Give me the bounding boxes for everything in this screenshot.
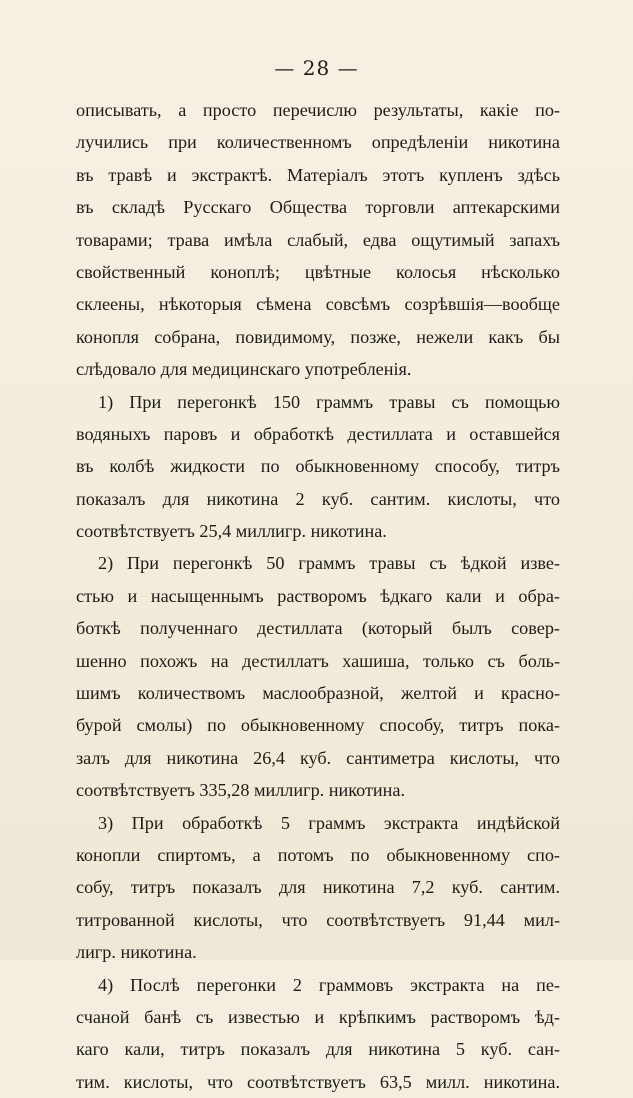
text-line: 1) При перегонкѣ 150 граммъ травы съ помощью [98, 391, 560, 412]
text-line: описывать, а просто перечислю результаты, какіе по- [76, 100, 560, 120]
text-line: 4) Послѣ перегонки 2 граммовъ экстракта на пе- [98, 974, 560, 995]
text-line: 3) При обработкѣ 5 граммъ экстракта индѣйской [98, 812, 560, 833]
text-line: въ колбѣ жидкости по обыкновенному способу, титръ [76, 456, 560, 477]
text-line: счаной банѣ съ известью и крѣпкимъ растворомъ ѣд- [76, 1006, 560, 1027]
text-line: лигр. никотина. [76, 942, 197, 963]
text-line: соотвѣтствуетъ 335,28 миллигр. никотина. [76, 780, 406, 801]
text-line: соотвѣтствуетъ 25,4 миллигр. никотина. [76, 521, 387, 542]
text-line: товарами; трава имѣла слабый, едва ощутимый запахъ [76, 229, 560, 250]
text-line: шенно похожъ на дестиллатъ хашиша, только съ боль- [76, 650, 560, 671]
text-line: конопля собрана, повидимому, позже, нежели какъ бы [76, 326, 560, 347]
text-line: склеены, нѣкоторыя сѣмена совсѣмъ созрѣвшія—вообще [76, 294, 560, 315]
text-line: боткѣ полученнаго дестиллата (который былъ совер- [76, 618, 560, 639]
body-text [76, 94, 560, 1098]
text-line: титрованной кислоты, что соотвѣтствуетъ 91,44 мил- [76, 909, 560, 930]
text-line: залъ для никотина 26,4 куб. сантиметра кислоты, что [76, 747, 560, 768]
text-line: тим. кислоты, что соотвѣтствуетъ 63,5 милл. никотина. [76, 1071, 560, 1092]
text-line: бурой смолы) по обыкновенному способу, титръ пока- [76, 715, 560, 736]
text-line: водяныхъ паровъ и обработкѣ дестиллата и оставшейся [76, 423, 560, 444]
text-line: шимъ количествомъ маслообразной, желтой и красно- [76, 683, 560, 704]
text-line: стью и насыщеннымъ растворомъ ѣдкаго кали и обра- [76, 585, 560, 606]
page-number: — 28 — [274, 56, 359, 80]
text-line: 2) При перегонкѣ 50 граммъ травы съ ѣдкой изве- [98, 553, 560, 574]
text-line: въ складѣ Русскаго Общества торговли аптекарскими [76, 197, 560, 218]
text-line: слѣдовало для медицинскаго употребленія. [76, 359, 412, 380]
text-line: лучились при количественномъ опредѣленіи никотина [76, 132, 560, 153]
text-line: въ травѣ и экстрактѣ. Матеріалъ этотъ купленъ здѣсь [76, 164, 560, 185]
text-line: собу, титръ показалъ для никотина 7,2 куб. сантим. [76, 877, 560, 898]
text-line: конопли спиртомъ, а потомъ по обыкновенному спо- [76, 844, 560, 865]
text-line: каго кали, титръ показалъ для никотина 5 куб. сан- [76, 1039, 560, 1060]
text-line: показалъ для никотина 2 куб. сантим. кислоты, что [76, 488, 560, 509]
text-line: свойственный коноплѣ; цвѣтные колосья нѣсколько [76, 261, 560, 282]
